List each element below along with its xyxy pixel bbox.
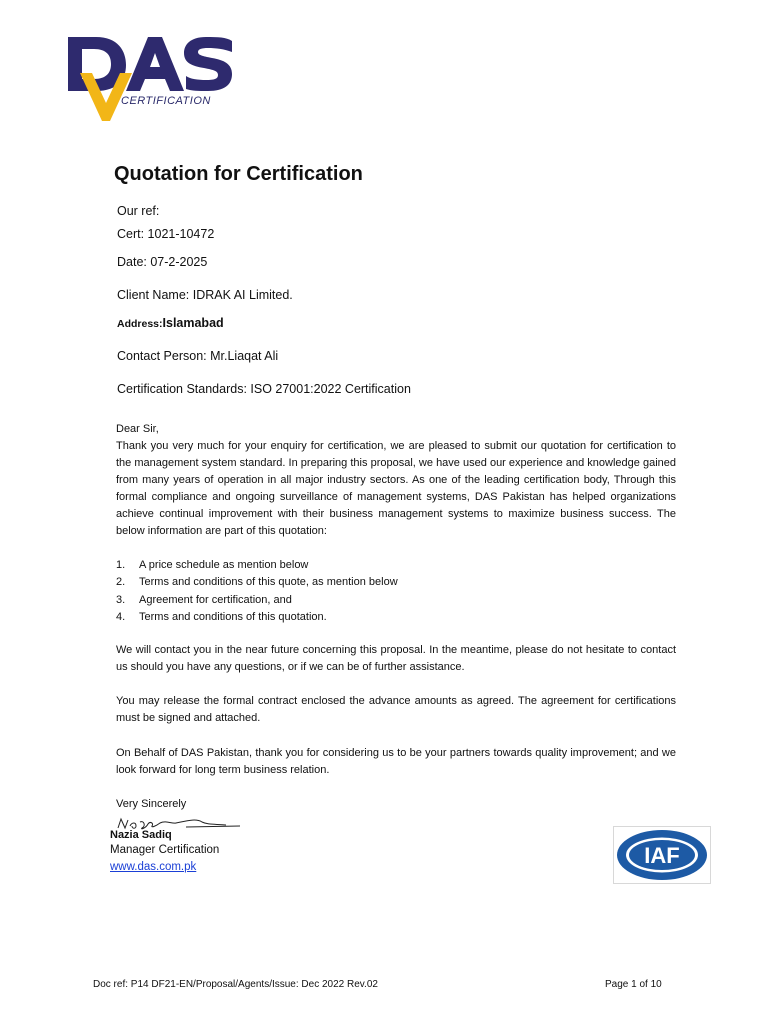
certification-standards: Certification Standards: ISO 27001:2022 Certification [117, 382, 411, 396]
signatory-name: Nazia Sadiq [110, 829, 172, 841]
contact-person: Contact Person: Mr.Liaqat Ali [117, 349, 279, 363]
footer-page-number: Page 1 of 10 [605, 979, 662, 990]
list-item: 1. A price schedule as mention below [116, 559, 309, 571]
das-logo-mark-icon [66, 33, 236, 123]
page-title: Quotation for Certification [114, 163, 363, 185]
behalf-paragraph: On Behalf of DAS Pakistan, thank you for considering us to be your partners towards quality improvement; and we look forward for long term business relation. [116, 747, 676, 776]
website-link[interactable]: www.das.com.pk [110, 861, 197, 873]
iaf-text: IAF [644, 843, 680, 868]
address-value: Islamabad [162, 316, 224, 330]
das-certification-logo [66, 33, 236, 123]
our-ref: Our ref: [117, 204, 160, 218]
list-item: 4. Terms and conditions of this quotation. [116, 610, 327, 623]
release-paragraph: You may release the formal contract enclosed the advance amounts as agreed. The agreement for certifications must be signed and attached. [116, 695, 676, 724]
logo-subtitle: CERTIFICATION [121, 95, 211, 107]
iaf-badge [613, 826, 711, 884]
quotation-items-list [116, 557, 656, 626]
address-label: Address: [117, 318, 163, 330]
footer-doc-ref: Doc ref: P14 DF21-EN/Proposal/Agents/Issue: Dec 2022 Rev.02 [93, 979, 378, 990]
signatory-role: Manager Certification [110, 844, 220, 856]
closing: Very Sincerely [116, 798, 187, 810]
cert-number: Cert: 1021-10472 [117, 227, 215, 241]
client-name: Client Name: IDRAK AI Limited. [117, 288, 293, 302]
salutation: Dear Sir, [116, 423, 159, 435]
address [117, 316, 224, 330]
list-item: 3. Agreement for certification, and [116, 593, 292, 606]
letter-intro-block [116, 421, 676, 540]
contact-paragraph: We will contact you in the near future concerning this proposal. In the meantime, please do not hesitate to contact us should you have any questions, or if we can be of further assistance. [116, 644, 676, 673]
intro-paragraph: Thank you very much for your enquiry for certification, we are pleased to submit our quotation for certification to the management system standard. In preparing this proposal, we have used our experience and knowledge gained from many years of operation in all major industry sectors. As one of the leading certification body, Through this formal compliance and ongoing surveillance of management systems, DAS Pakistan has helped organizations achieve continual improvement with their business management systems to maximize business success. The below information are part of this quotation: [116, 440, 676, 537]
date: Date: 07-2-2025 [117, 255, 208, 269]
list-item: 2. Terms and conditions of this quote, as mention below [116, 576, 398, 589]
